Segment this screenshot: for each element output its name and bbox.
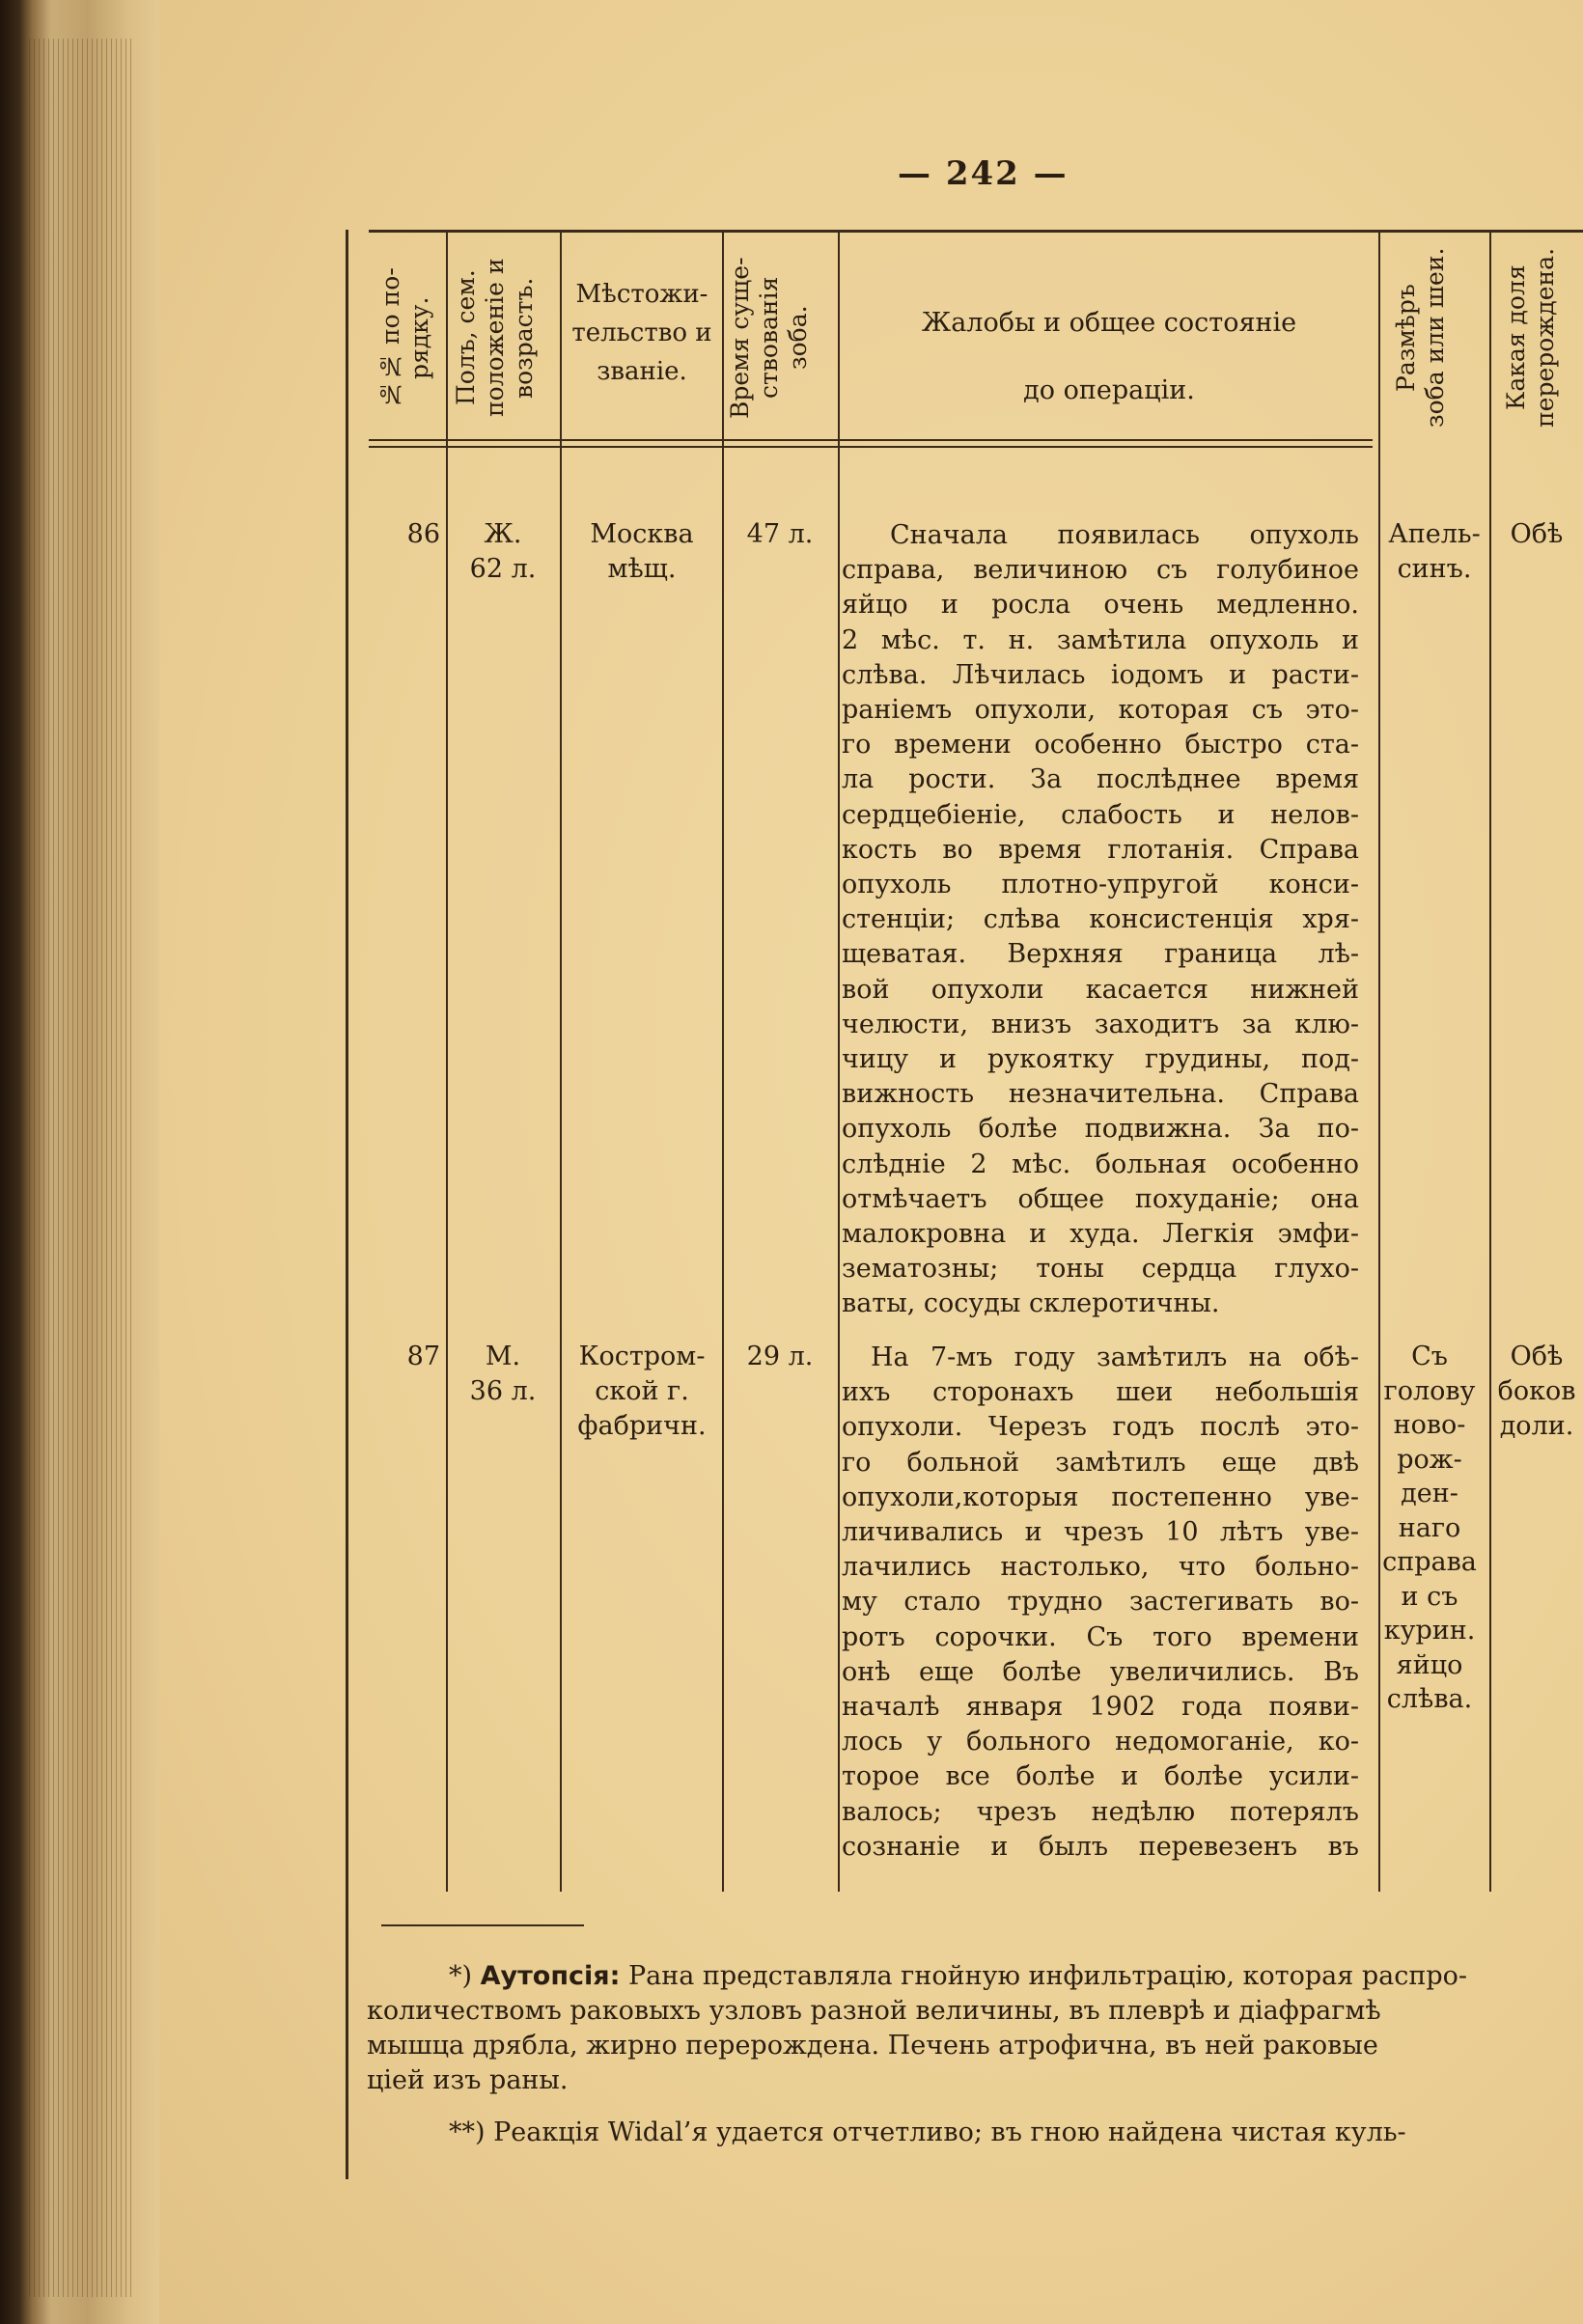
book-page-edges [0, 0, 159, 2324]
size-line: голову [1383, 1375, 1476, 1406]
complaint-line: слѣдніе 2 мѣс. больная особенно [842, 1148, 1359, 1179]
page-margin-rule [346, 230, 348, 2179]
complaint-line: вижность незначительна. Справа [842, 1079, 1359, 1110]
row-86-complaints [842, 518, 1359, 1322]
complaint-line: опухоли. Черезъ годъ послѣ это- [842, 1412, 1359, 1443]
row-86-size: Апель- синъ. [1388, 519, 1481, 584]
complaint-line: торое все болѣе и болѣе усили- [842, 1761, 1359, 1792]
footnote-widal: **) Реакція Widal’я удается отчетливо; въ гною найдена чистая куль- [449, 2117, 1406, 2147]
size-line: ново- [1393, 1410, 1466, 1440]
header-complaints: Жалобы и общее состояніе до операціи. [921, 308, 1297, 405]
header-size: Размѣръ зоба или шеи. [1392, 247, 1449, 429]
row-86-part: Обѣ [1510, 519, 1564, 549]
complaint-line: началѣ января 1902 года появи- [842, 1692, 1359, 1723]
size-line: яйцо [1396, 1649, 1463, 1680]
complaint-line: личивались и чрезъ 10 лѣтъ уве- [842, 1517, 1359, 1548]
col-divider-1 [446, 232, 448, 1892]
col-divider-4 [838, 232, 840, 1892]
complaint-line: ротъ сорочки. Съ того времени [842, 1621, 1359, 1652]
complaint-line: сердцебіеніе, слабость и нелов- [842, 799, 1359, 830]
size-line: рож- [1397, 1444, 1462, 1475]
complaint-line: челюсти, внизъ заходитъ за клю- [842, 1009, 1359, 1039]
size-line: курин. [1383, 1616, 1476, 1646]
complaint-line: чицу и рукоятку грудины, под- [842, 1044, 1359, 1075]
col-divider-2 [560, 232, 562, 1892]
complaint-line: малокровна и худа. Легкія эмфи- [842, 1219, 1359, 1250]
header-residence: Мѣстожи- тельство и званіе. [571, 280, 712, 386]
page-number: — 242 — [898, 154, 1069, 193]
complaint-line: лачились настолько, что больно- [842, 1552, 1359, 1583]
row-87-size [1371, 1340, 1488, 1717]
complaint-line: раніемъ опухоли, которая съ это- [842, 695, 1359, 726]
header-duration: Время суще- ствованія зоба. [726, 257, 812, 419]
complaint-line: справа, величиною съ голубиное [842, 555, 1359, 586]
complaint-line: онѣ еще болѣе увеличились. Въ [842, 1656, 1359, 1687]
footnote-autopsy: *) Аутопсія: Рана представляла гнойную инфильтрацію, которая распро- количествомъ раковыхъ узловъ разной величины, въ плеврѣ и діафрагмѣ мышца дрябла, жирно перерождена. Печень атрофична, въ ней раковые цiей изъ раны. [367, 1961, 1467, 2095]
row-87-sex-age: М. 36 л. [469, 1342, 537, 1406]
row-86-number: 86 [406, 519, 440, 549]
complaint-line: го больной замѣтилъ еще двѣ [842, 1447, 1359, 1478]
col-divider-3 [722, 232, 724, 1892]
footnote-rule [381, 1924, 584, 1926]
complaint-line: опухоль болѣе подвижна. За по- [842, 1114, 1359, 1145]
complaint-line: опухоли,которыя постепенно уве- [842, 1481, 1359, 1512]
footnote-marker: *) [449, 1961, 473, 1991]
row-86-residence: Москва мѣщ. [590, 519, 694, 584]
row-86-duration: 47 л. [746, 519, 814, 549]
header-rule-1 [369, 439, 1373, 441]
complaint-line: му стало трудно застегивать во- [842, 1587, 1359, 1618]
row-87-duration: 29 л. [746, 1342, 814, 1371]
complaint-line: стенціи; слѣва консистенція хря- [842, 904, 1359, 935]
complaint-line: валось; чрезъ недѣлю потерялъ [842, 1796, 1359, 1827]
size-line: справа [1382, 1547, 1477, 1577]
size-line: наго [1398, 1512, 1461, 1543]
header-part: Какая доля перерождена. [1502, 248, 1559, 429]
size-line: ден- [1401, 1479, 1458, 1508]
complaint-line: ваты, сосуды склеротичны. [842, 1288, 1220, 1319]
complaint-line: ла рости. За послѣднее время [842, 764, 1359, 795]
complaint-line: щеватая. Верхняя граница лѣ- [842, 939, 1359, 970]
complaint-line: го времени особенно быстро ста- [842, 730, 1359, 761]
complaint-line: вой опухоли касается нижней [842, 974, 1359, 1005]
complaint-line: кость во время глотанія. Справа [842, 834, 1359, 865]
complaint-line: Сначала появилась опухоль [890, 520, 1359, 550]
header-sex-age: Полъ, сем. положеніе и возрастъ. [452, 258, 538, 418]
header-rule-2 [369, 446, 1373, 448]
size-line: слѣва. [1386, 1684, 1473, 1714]
complaint-line: 2 мѣс. т. н. замѣтила опухоль и [842, 624, 1359, 655]
table-top-rule [369, 230, 1583, 233]
size-line: Съ [1411, 1342, 1448, 1371]
complaint-line: слѣва. Лѣчилась іодомъ и расти- [842, 659, 1359, 690]
complaint-line: опухоль плотно-упругой конси- [842, 870, 1359, 900]
complaint-line: ихъ сторонахъ шеи небольшія [842, 1377, 1359, 1408]
row-87-residence: Костром- ской г. фабричн. [577, 1342, 707, 1441]
complaint-line: зематозны; тоны сердца глухо- [842, 1254, 1359, 1285]
row-87-number: 87 [406, 1342, 440, 1371]
complaint-line: яйцо и росла очень медленно. [842, 590, 1359, 621]
row-86-sex-age: Ж. 62 л. [469, 519, 537, 584]
complaint-line: сознаніе и былъ перевезенъ въ [842, 1831, 1359, 1862]
col-divider-6 [1489, 232, 1491, 1892]
complaint-line: На 7-мъ году замѣтилъ на обѣ- [871, 1342, 1359, 1372]
complaint-line: отмѣчаетъ общее похуданіе; она [842, 1183, 1359, 1214]
row-87-complaints [842, 1341, 1359, 1865]
size-line: и съ [1401, 1581, 1458, 1612]
footnote-label: Аутопсія: [480, 1961, 621, 1991]
row-87-part: Обѣ боков доли. [1497, 1342, 1576, 1441]
complaint-line: лось у больного недомоганіе, ко- [842, 1727, 1359, 1757]
header-number: №№ по по- рядку. [376, 267, 433, 408]
